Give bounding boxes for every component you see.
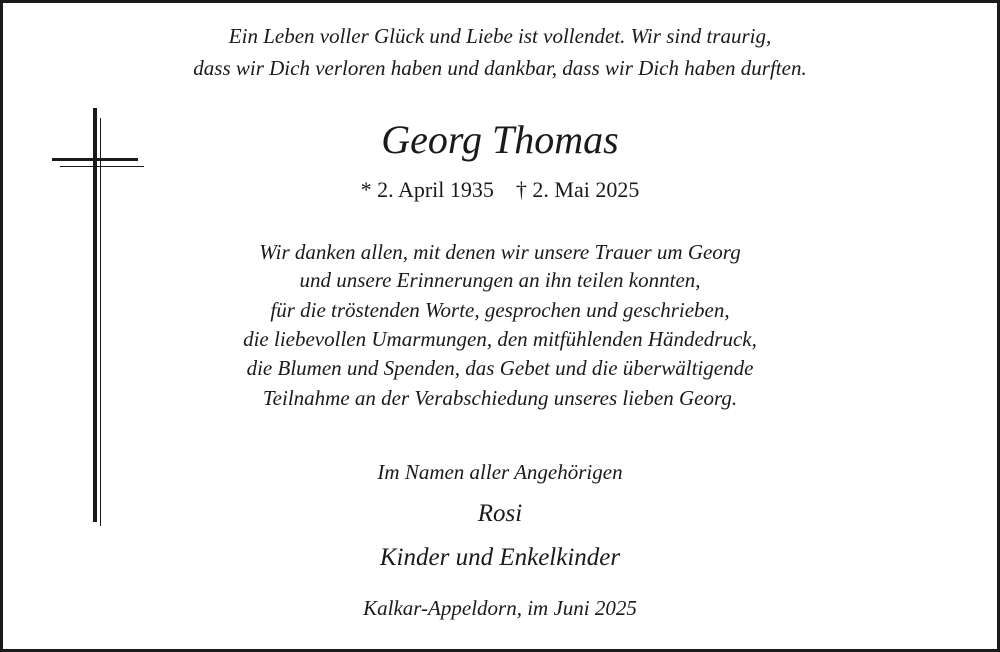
- signature-intro: Im Namen aller Angehörigen: [377, 460, 623, 484]
- motto-line: dass wir Dich verloren haben und dankbar, dass wir Dich haben durften.: [193, 56, 807, 80]
- signature-person: Rosi: [477, 500, 523, 527]
- motto-line: Ein Leben voller Glück und Liebe ist vollendet. Wir sind traurig,: [228, 24, 772, 48]
- deceased-name: Georg Thomas: [381, 117, 619, 162]
- signature-family: Kinder und Enkelkinder: [379, 544, 621, 571]
- thanks-line: Wir danken allen, mit denen wir unsere Trauer um Georg: [259, 240, 741, 264]
- place-date: Kalkar-Appeldorn, im Juni 2025: [363, 596, 637, 620]
- thanks-line: Teilnahme an der Verabschiedung unseres lieben Georg.: [262, 386, 738, 410]
- life-dates: * 2. April 1935 † 2. Mai 2025: [360, 177, 640, 202]
- cross-horizontal-thin-line: [60, 166, 144, 167]
- thanks-line: für die tröstenden Worte, gesprochen und geschrieben,: [270, 298, 730, 322]
- thanks-line: die liebevollen Umarmungen, den mitfühlenden Händedruck,: [243, 327, 757, 351]
- thanks-line: die Blumen und Spenden, das Gebet und die überwältigende: [246, 356, 754, 380]
- thanks-line: und unsere Erinnerungen an ihn teilen konnten,: [299, 268, 701, 292]
